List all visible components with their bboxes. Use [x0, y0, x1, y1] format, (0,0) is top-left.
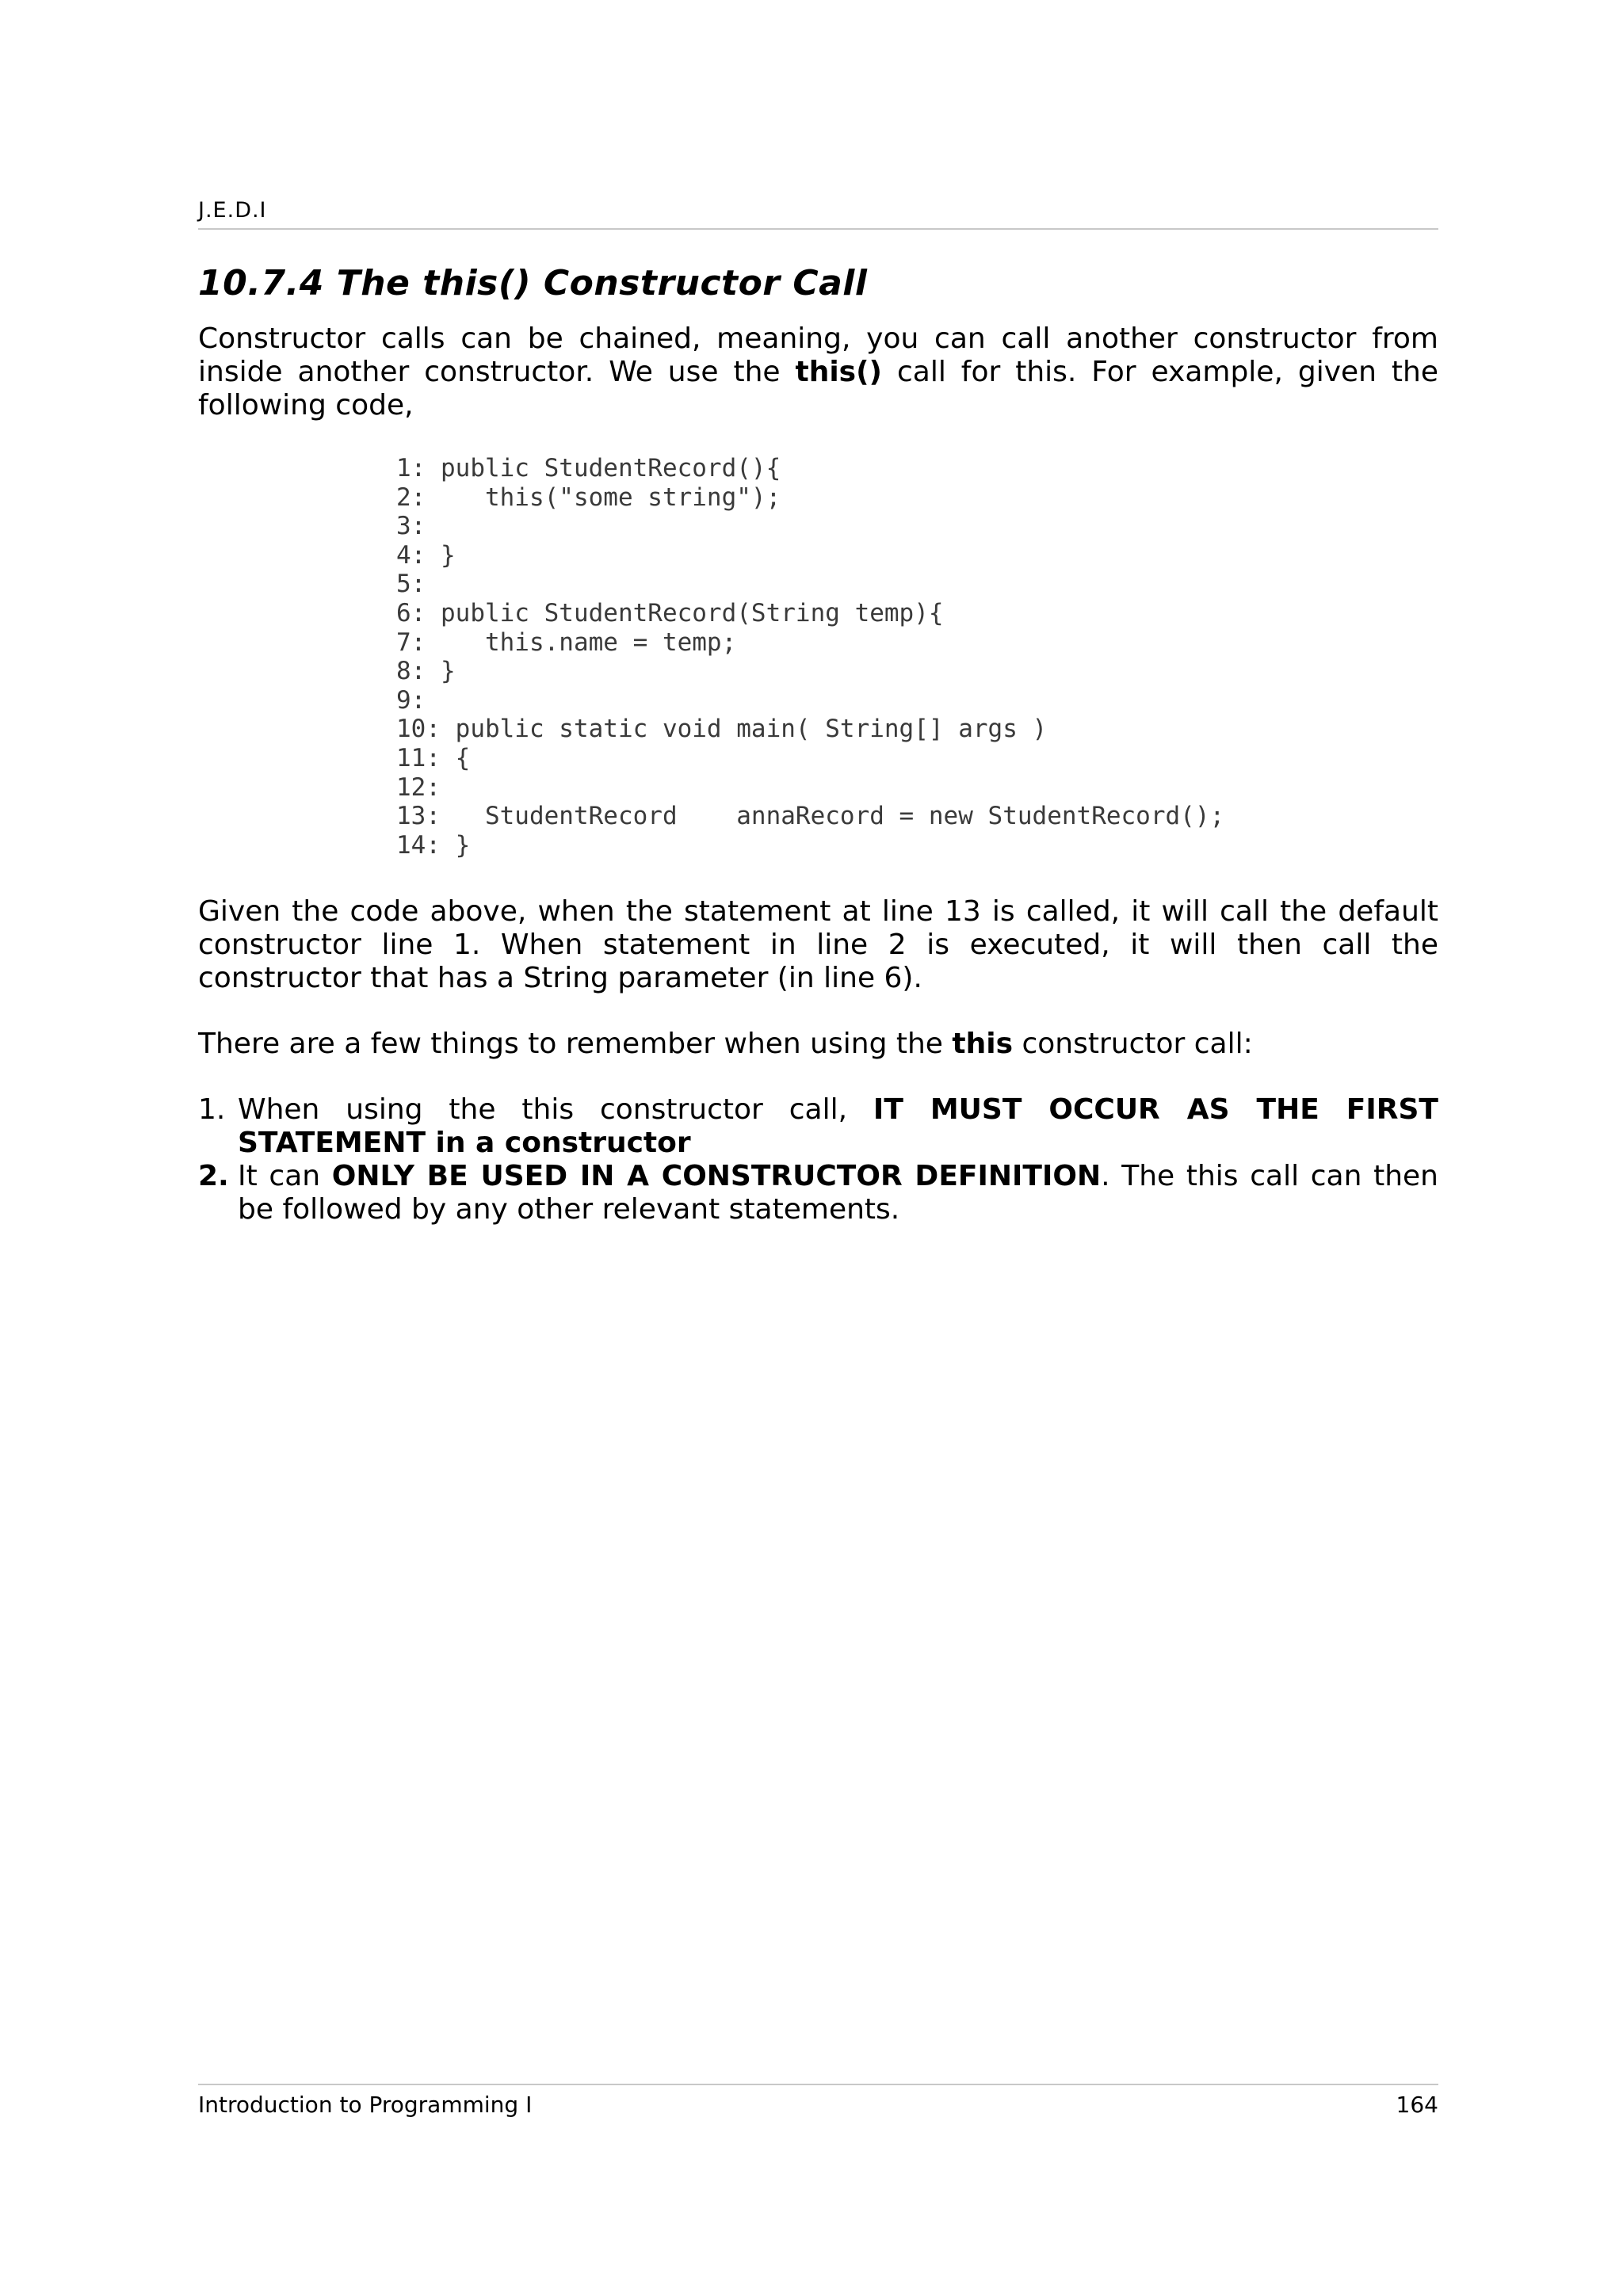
rule-text-before: It can	[238, 1160, 332, 1192]
code-line: 8: }	[396, 657, 456, 686]
code-line: 6: public StudentRecord(String temp){	[396, 598, 944, 627]
code-line: 3:	[396, 512, 426, 541]
rule-item	[198, 1093, 1438, 1160]
code-line: 5:	[396, 570, 426, 599]
rule-item	[198, 1160, 1438, 1226]
code-line: 12:	[396, 772, 441, 802]
code-line: 2: this("some string");	[396, 482, 781, 512]
remember-text-part2: constructor call:	[1013, 1028, 1253, 1060]
code-line: 10: public static void main( String[] args )	[396, 715, 1048, 744]
code-line: 13: StudentRecord annaRecord = new StudentRecord();	[396, 802, 1225, 831]
code-line: 11: {	[396, 743, 471, 772]
rule-text-before: When using the this constructor call,	[238, 1093, 873, 1126]
rule-number: 1.	[198, 1093, 226, 1126]
code-line: 14: }	[396, 830, 471, 860]
rules-list	[198, 1093, 1438, 1226]
rule-bold-text: IT MUST OCCUR AS THE FIRST STATEMENT in a constructor	[238, 1093, 1438, 1159]
running-footer	[198, 2084, 1438, 2122]
section-title: 10.7.4 The this() Constructor Call	[198, 263, 868, 303]
code-line: 7: this.name = temp;	[396, 627, 737, 657]
code-line: 1: public StudentRecord(){	[396, 454, 781, 482]
rule-number: 2.	[198, 1160, 229, 1192]
running-header: J.E.D.I	[198, 198, 1438, 230]
intro-bold-term: this()	[795, 356, 883, 388]
remember-text-part1: There are a few things to remember when using the	[198, 1028, 953, 1060]
remember-bold-term: this	[952, 1028, 1013, 1060]
footer-page-number: 164	[1396, 2092, 1438, 2118]
intro-text-part2: call for this. For example, given the following code,	[198, 356, 1438, 421]
rule-bold-text: ONLY BE USED IN A CONSTRUCTOR DEFINITION	[331, 1160, 1102, 1192]
remember-paragraph	[198, 1028, 1438, 1061]
rule-text-after: . The this call can then be followed by any other relevant statements.	[238, 1160, 1438, 1226]
explanation-paragraph: Given the code above, when the statement at line 13 is called, it will call the default constructor line 1. When statement in line 2 is executed, it will then call the constructor that has a String parameter (in line 6).	[198, 895, 1438, 994]
code-listing	[396, 454, 1224, 860]
intro-paragraph	[198, 322, 1438, 422]
intro-text-part1: Constructor calls can be chained, meaning, you can call another constructor from inside another constructor. We use the	[198, 322, 1438, 388]
code-line: 4: }	[396, 540, 456, 570]
footer-book-title: Introduction to Programming I	[198, 2092, 533, 2118]
document-page	[198, 0, 1438, 2296]
code-line: 9:	[396, 685, 426, 715]
